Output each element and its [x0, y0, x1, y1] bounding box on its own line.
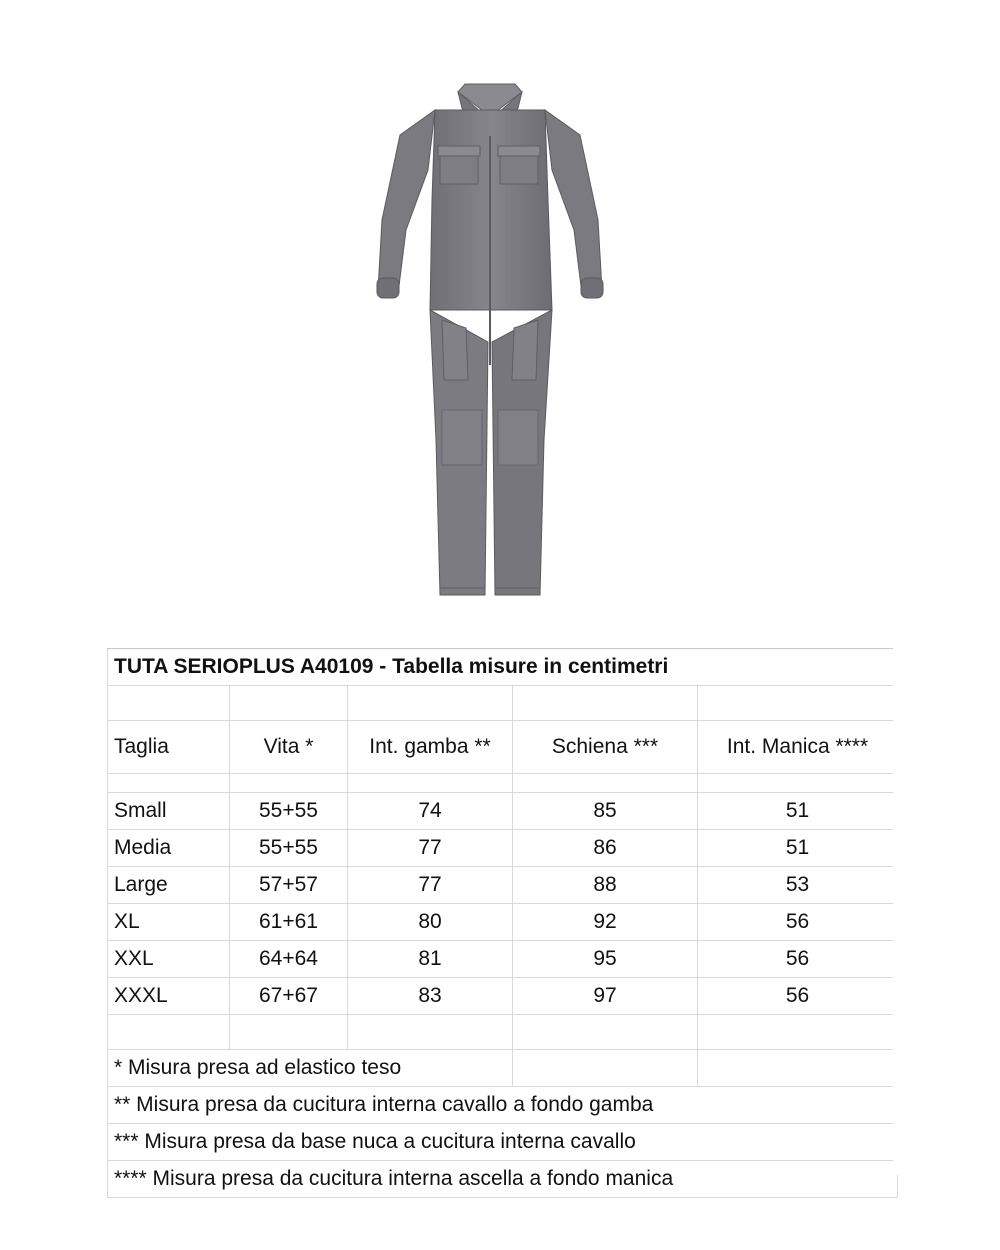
table-row [108, 978, 898, 1015]
manica-cell: 51 [698, 793, 898, 830]
manica-cell: 56 [698, 978, 898, 1015]
spacer-row [108, 774, 898, 793]
note-row [108, 1087, 898, 1124]
table-title: TUTA SERIOPLUS A40109 - Tabella misure in centimetri [108, 649, 898, 686]
manica-cell: 56 [698, 941, 898, 978]
schiena-cell: 85 [513, 793, 698, 830]
vita-cell: 61+61 [230, 904, 348, 941]
table-row [108, 793, 898, 830]
gamba-cell: 74 [348, 793, 513, 830]
vita-cell: 55+55 [230, 830, 348, 867]
schiena-cell: 88 [513, 867, 698, 904]
header-taglia: Taglia [108, 721, 230, 774]
schiena-cell: 92 [513, 904, 698, 941]
note-row [108, 1161, 898, 1198]
table-row [108, 904, 898, 941]
table-title-row [108, 649, 898, 686]
table-row [108, 867, 898, 904]
manica-cell: 51 [698, 830, 898, 867]
vita-cell: 67+67 [230, 978, 348, 1015]
schiena-cell: 97 [513, 978, 698, 1015]
size-cell: XXL [108, 941, 230, 978]
size-cell: Media [108, 830, 230, 867]
note-row [108, 1050, 898, 1087]
table-header-row [108, 721, 898, 774]
schiena-cell: 86 [513, 830, 698, 867]
gamba-cell: 80 [348, 904, 513, 941]
note-row [108, 1124, 898, 1161]
header-vita: Vita * [230, 721, 348, 774]
header-schiena: Schiena *** [513, 721, 698, 774]
coverall-product-image [340, 80, 640, 620]
schiena-cell: 95 [513, 941, 698, 978]
size-cell: Large [108, 867, 230, 904]
header-int-gamba: Int. gamba ** [348, 721, 513, 774]
manica-cell: 56 [698, 904, 898, 941]
size-chart-table [107, 648, 898, 1198]
spacer-row [108, 1015, 898, 1050]
size-cell: XXXL [108, 978, 230, 1015]
table-row [108, 941, 898, 978]
size-cell: XL [108, 904, 230, 941]
size-cell: Small [108, 793, 230, 830]
gamba-cell: 77 [348, 830, 513, 867]
manica-cell: 53 [698, 867, 898, 904]
vita-cell: 55+55 [230, 793, 348, 830]
note-leg: ** Misura presa da cucitura interna cavallo a fondo gamba [108, 1087, 898, 1124]
header-int-manica: Int. Manica **** [698, 721, 898, 774]
table-crop-edge [893, 645, 901, 1175]
note-elastic: * Misura presa ad elastico teso [108, 1050, 513, 1087]
spacer-row [108, 686, 898, 721]
vita-cell: 57+57 [230, 867, 348, 904]
gamba-cell: 77 [348, 867, 513, 904]
note-sleeve: **** Misura presa da cucitura interna ascella a fondo manica [108, 1161, 898, 1198]
table-row [108, 830, 898, 867]
gamba-cell: 81 [348, 941, 513, 978]
gamba-cell: 83 [348, 978, 513, 1015]
vita-cell: 64+64 [230, 941, 348, 978]
note-back: *** Misura presa da base nuca a cucitura interna cavallo [108, 1124, 898, 1161]
